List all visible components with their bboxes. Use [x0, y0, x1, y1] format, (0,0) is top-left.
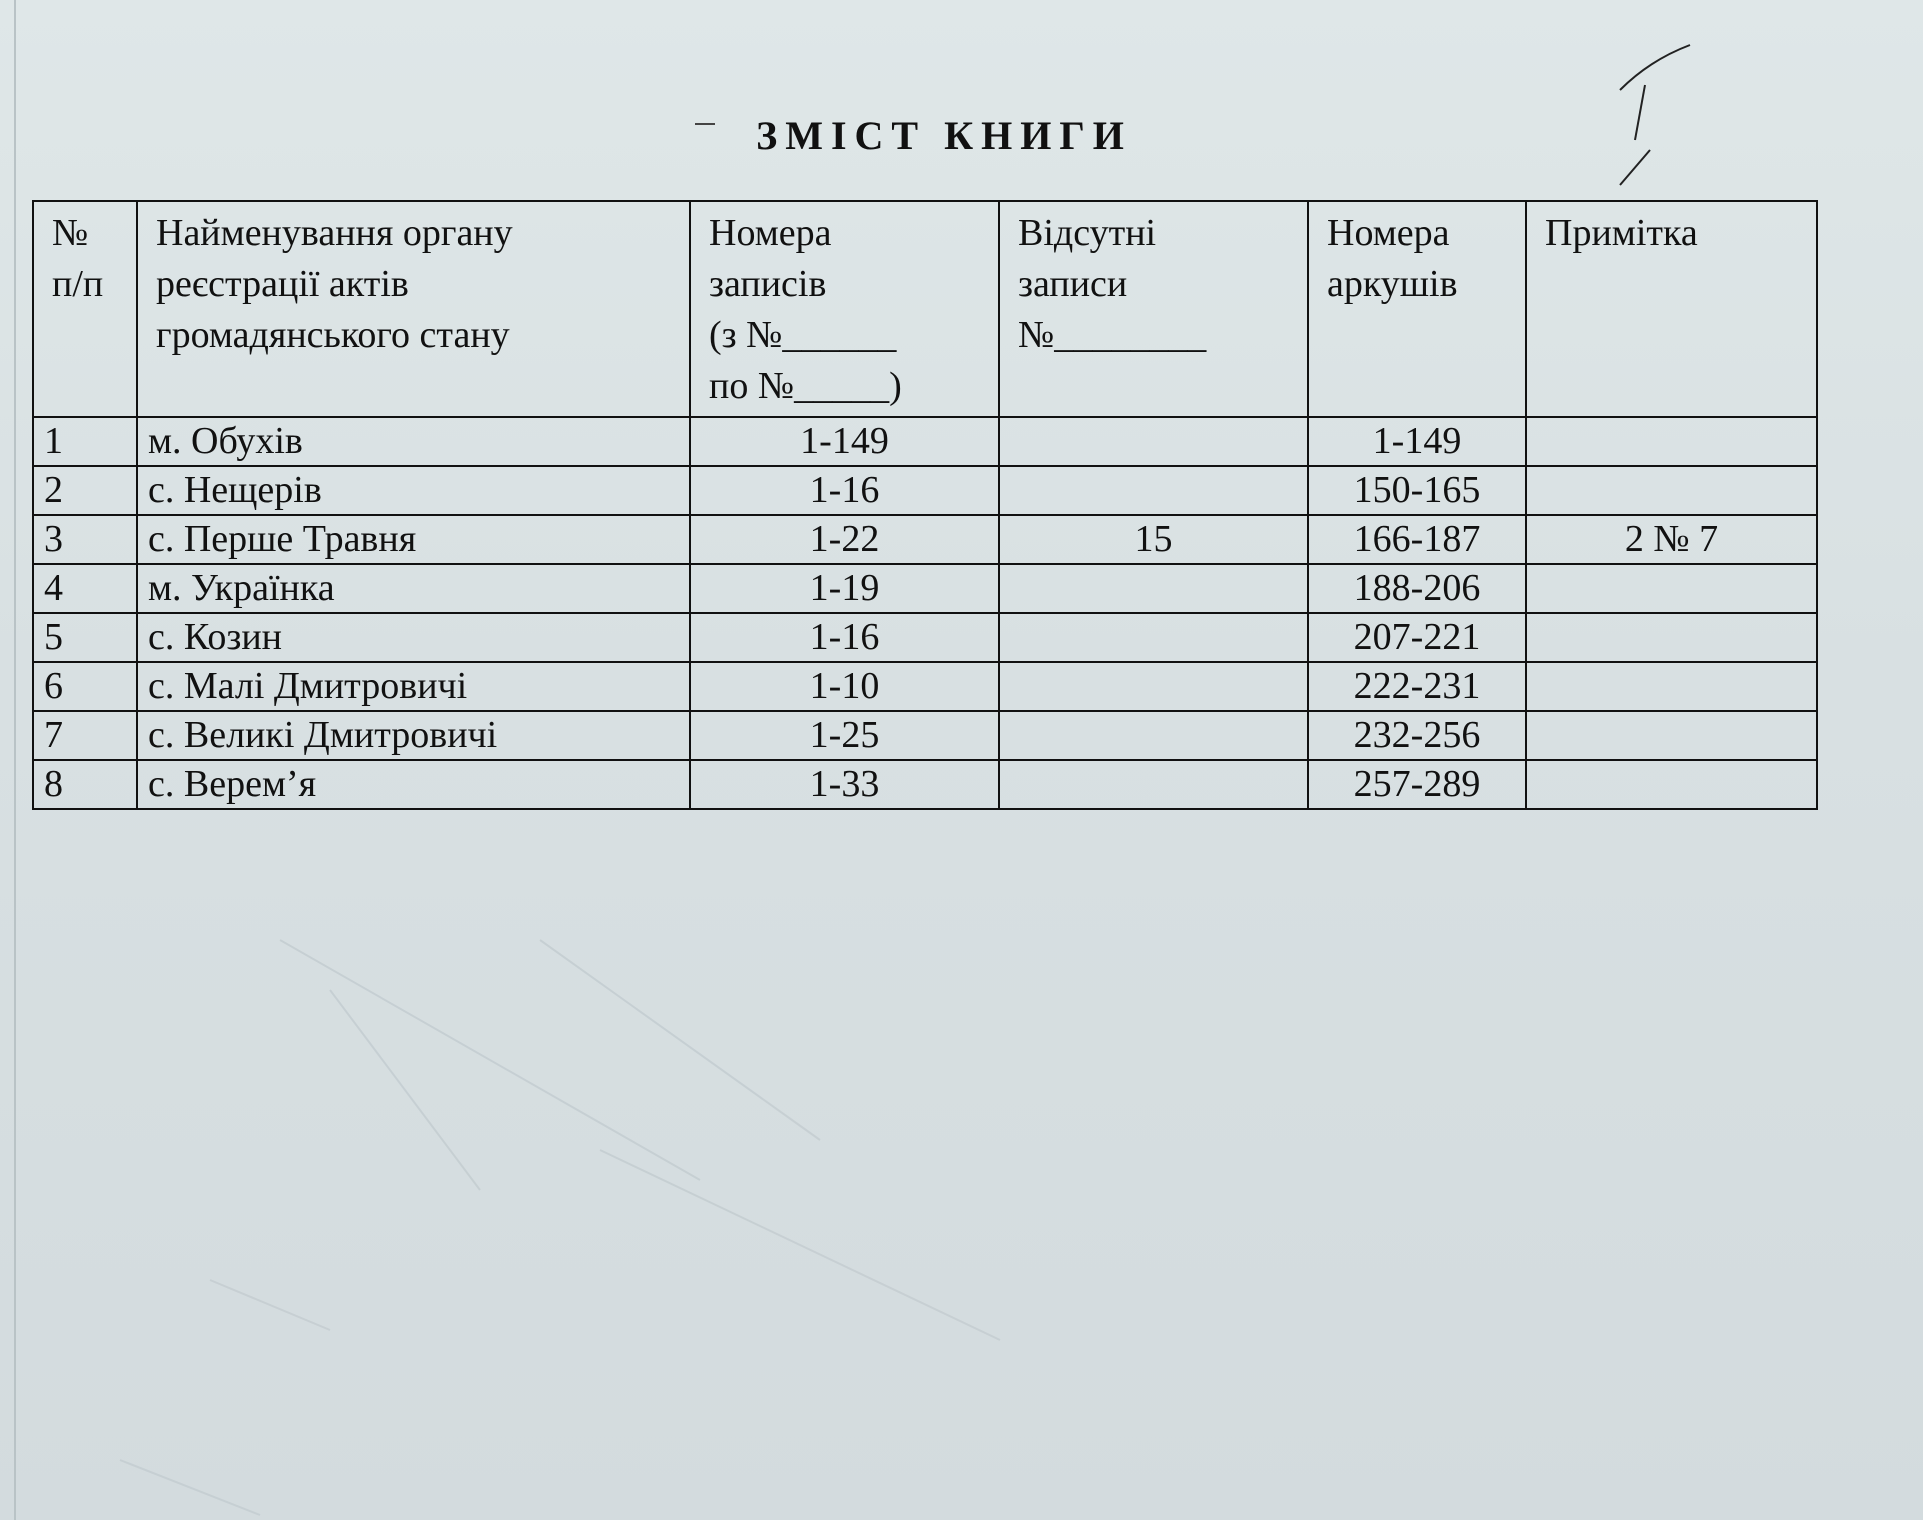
- cell-note: [1526, 760, 1817, 809]
- cell-missing: [999, 564, 1308, 613]
- table-row: [33, 613, 1817, 662]
- cell-records: 1-149: [690, 417, 999, 466]
- header-sheet-numbers: [1308, 201, 1526, 417]
- cell-number: 6: [33, 662, 137, 711]
- cell-missing: [999, 417, 1308, 466]
- header-note: [1526, 201, 1817, 417]
- header-line: Відсутні: [1018, 212, 1157, 254]
- cell-number: 7: [33, 711, 137, 760]
- header-line: Номера: [1327, 212, 1450, 254]
- header-line: записів: [709, 263, 827, 305]
- document-title: ЗМІСТ КНИГИ: [756, 113, 1132, 158]
- cell-note: [1526, 613, 1817, 662]
- cell-name: с. Великі Дмитровичі: [137, 711, 690, 760]
- cell-missing: [999, 662, 1308, 711]
- header-missing-records: [999, 201, 1308, 417]
- cell-records: 1-19: [690, 564, 999, 613]
- cell-missing: [999, 760, 1308, 809]
- contents-table: [32, 200, 1818, 810]
- cell-sheets: 207-221: [1308, 613, 1526, 662]
- header-line: громадянського стану: [156, 314, 510, 356]
- header-line: №: [52, 212, 89, 254]
- header-row: [33, 201, 1817, 417]
- header-line: №________: [1018, 314, 1207, 356]
- cell-number: 8: [33, 760, 137, 809]
- table-row: [33, 466, 1817, 515]
- cell-records: 1-10: [690, 662, 999, 711]
- handwritten-mark: [1605, 40, 1695, 200]
- table-row: [33, 515, 1817, 564]
- header-number: [33, 201, 137, 417]
- cell-sheets: 1-149: [1308, 417, 1526, 466]
- header-line: аркушів: [1327, 263, 1458, 305]
- header-line: реєстрації актів: [156, 263, 409, 305]
- cell-name: с. Верем’я: [137, 760, 690, 809]
- cell-records: 1-33: [690, 760, 999, 809]
- cell-number: 5: [33, 613, 137, 662]
- table-row: [33, 564, 1817, 613]
- cell-missing: 15: [999, 515, 1308, 564]
- cell-name: м. Українка: [137, 564, 690, 613]
- cell-sheets: 188-206: [1308, 564, 1526, 613]
- header-line: (з №______: [709, 314, 897, 356]
- header-line: записи: [1018, 263, 1128, 305]
- header-line: Найменування органу: [156, 212, 513, 254]
- header-registry-office: [137, 201, 690, 417]
- cell-sheets: 232-256: [1308, 711, 1526, 760]
- header-line: п/п: [52, 263, 104, 305]
- cell-missing: [999, 466, 1308, 515]
- cell-number: 4: [33, 564, 137, 613]
- cell-number: 3: [33, 515, 137, 564]
- header-line: Примітка: [1545, 212, 1698, 254]
- cell-sheets: 166-187: [1308, 515, 1526, 564]
- cell-note: [1526, 417, 1817, 466]
- cell-note: 2 № 7: [1526, 515, 1817, 564]
- cell-name: с. Козин: [137, 613, 690, 662]
- table-row: [33, 760, 1817, 809]
- cell-name: с. Нещерів: [137, 466, 690, 515]
- cell-note: [1526, 711, 1817, 760]
- cell-records: 1-22: [690, 515, 999, 564]
- cell-missing: [999, 613, 1308, 662]
- table-row: [33, 417, 1817, 466]
- cell-note: [1526, 466, 1817, 515]
- table-row: [33, 711, 1817, 760]
- cell-number: 2: [33, 466, 137, 515]
- cell-number: 1: [33, 417, 137, 466]
- header-record-numbers: [690, 201, 999, 417]
- cell-sheets: 222-231: [1308, 662, 1526, 711]
- header-line: по №_____): [709, 365, 902, 407]
- cell-records: 1-25: [690, 711, 999, 760]
- cell-name: с. Перше Травня: [137, 515, 690, 564]
- cell-note: [1526, 564, 1817, 613]
- cell-missing: [999, 711, 1308, 760]
- cell-records: 1-16: [690, 466, 999, 515]
- header-line: Номера: [709, 212, 832, 254]
- cell-records: 1-16: [690, 613, 999, 662]
- cell-name: м. Обухів: [137, 417, 690, 466]
- cell-name: с. Малі Дмитровичі: [137, 662, 690, 711]
- table-row: [33, 662, 1817, 711]
- cell-note: [1526, 662, 1817, 711]
- cell-sheets: 150-165: [1308, 466, 1526, 515]
- cell-sheets: 257-289: [1308, 760, 1526, 809]
